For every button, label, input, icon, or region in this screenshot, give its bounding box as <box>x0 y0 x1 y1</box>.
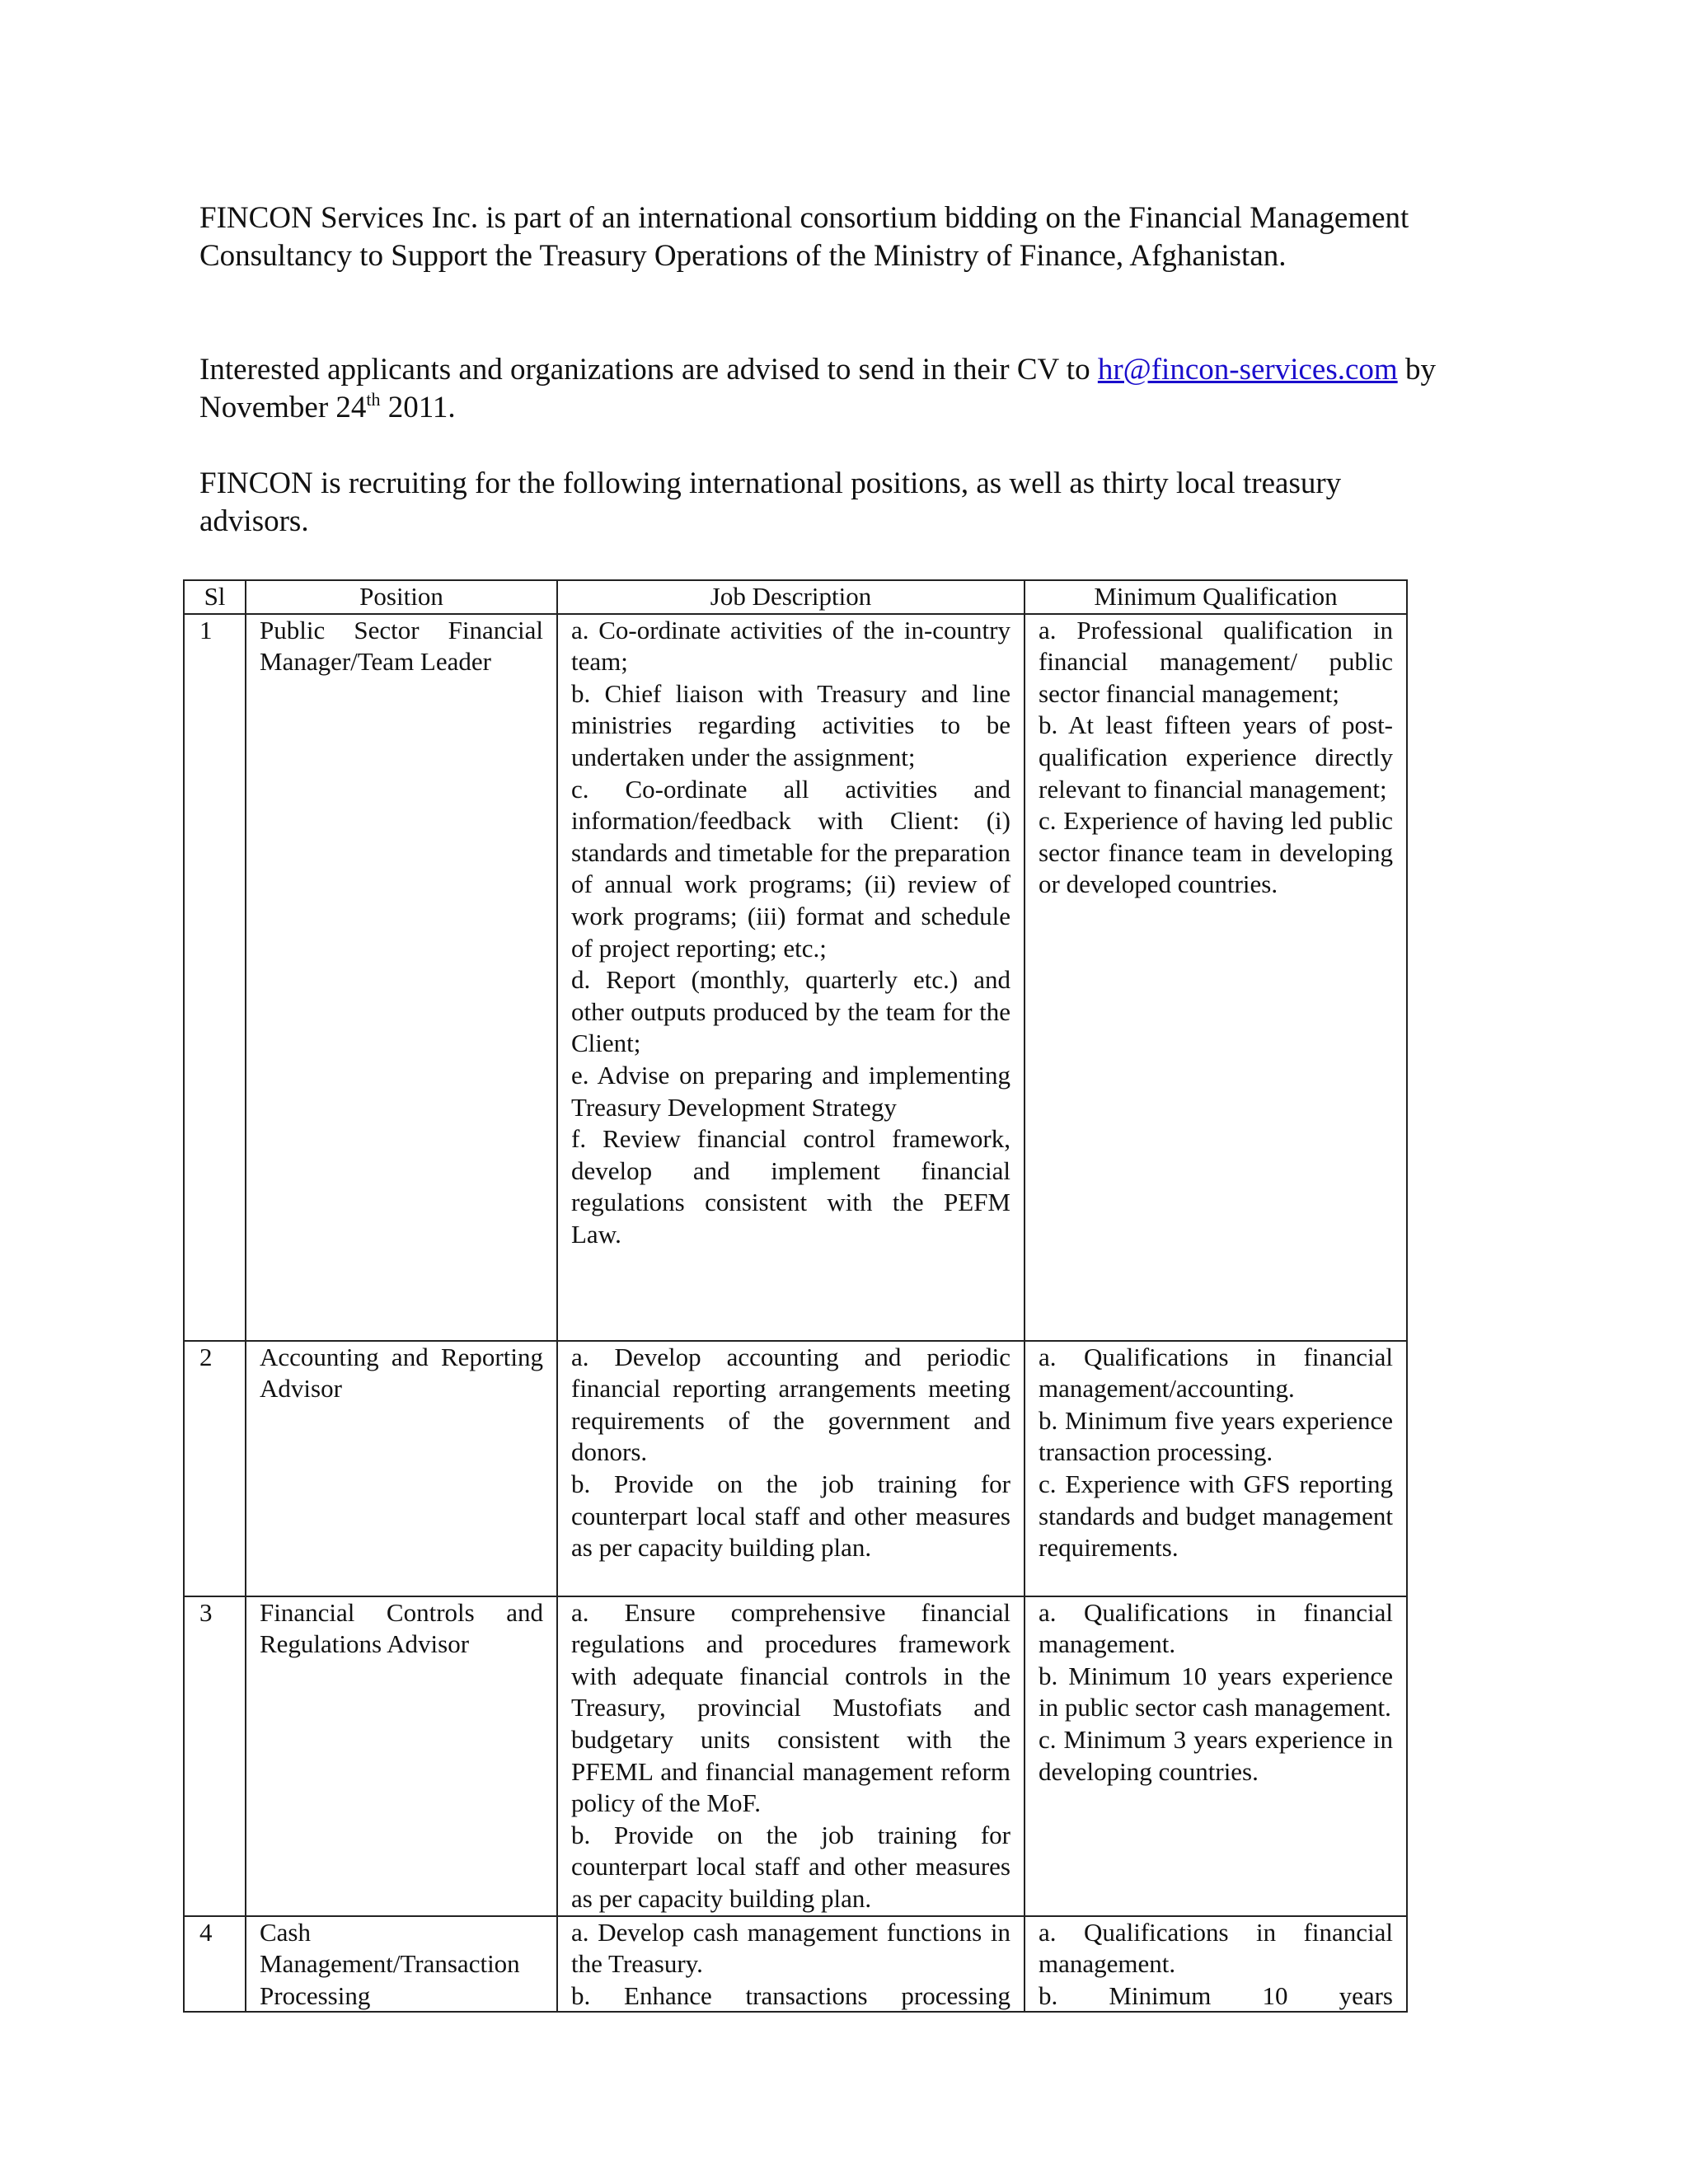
mq-item: c. Experience of having led public sector finance team in developing or developed countries. <box>1039 806 1393 899</box>
jd-item: a. Develop cash management functions in the Treasury. <box>571 1917 1010 1979</box>
jd-item: b. Provide on the job training for counterpart local staff and other measures as per capacity building plan. <box>571 1820 1010 1913</box>
intro-text-1: FINCON Services Inc. is part of an international consortium bidding on the Financial Management Consultancy to Support the Treasury Operations of the Ministry of Finance, Afghanistan. <box>199 201 1409 273</box>
row-4-position-text: Cash Management/Transaction Processing <box>260 1917 520 2010</box>
table-row <box>184 614 1407 1341</box>
intro-text-2-start: Interested applicants and organizations are advised to send in their CV to <box>199 353 1098 387</box>
header-position: Position <box>246 580 557 614</box>
deadline-text: by November 24 <box>199 353 1436 424</box>
jd-item: a. Co-ordinate activities of the in-country team; <box>571 615 1010 677</box>
row-4-sl: 4 <box>184 1916 246 2012</box>
table-row <box>184 1341 1407 1596</box>
mq-item: a. Qualifications in financial management/accounting. <box>1039 1342 1393 1404</box>
jd-item: f. Review financial control framework, develop and implement financial regulations consistent with the PEFM Law. <box>571 1124 1010 1249</box>
row-2-position: Accounting and Reporting Advisor <box>246 1341 557 1596</box>
mq-item: b. Minimum 10 years <box>1039 1980 1393 2010</box>
header-sl: Sl <box>184 580 246 614</box>
row-2-job-description <box>557 1341 1025 1596</box>
row-4-minimum-qualification <box>1025 1916 1407 2012</box>
mq-item: b. Minimum five years experience transaction processing. <box>1039 1405 1393 1467</box>
mq-item: b. At least fifteen years of post-qualification experience directly relevant to financial management; <box>1039 710 1393 804</box>
intro-paragraph-3 <box>199 465 1452 541</box>
jd-item: b. Provide on the job training for counterpart local staff and other measures as per capacity building plan. <box>571 1469 1010 1563</box>
jd-item: d. Report (monthly, quarterly etc.) and other outputs produced by the team for the Client; <box>571 965 1010 1058</box>
email-link[interactable]: hr@fincon-services.com <box>1097 353 1398 387</box>
row-3-sl: 3 <box>184 1596 246 1916</box>
deadline-year: 2011. <box>380 391 456 424</box>
mq-item: a. Qualifications in financial management. <box>1039 1917 1393 1979</box>
mq-item: c. Minimum 3 years experience in developing countries. <box>1039 1724 1393 1786</box>
row-2-sl: 2 <box>184 1341 246 1596</box>
mq-item: a. Professional qualification in financial management/ public sector financial management; <box>1039 615 1393 708</box>
jd-item: a. Develop accounting and periodic financial reporting arrangements meeting requirements of the government and donors. <box>571 1342 1010 1467</box>
row-1-minimum-qualification <box>1025 614 1407 1341</box>
intro-paragraph-2 <box>199 351 1452 427</box>
row-2-minimum-qualification <box>1025 1341 1407 1596</box>
jd-item: c. Co-ordinate all activities and information/feedback with Client: (i) standards and timetable for the preparation of annual work programs; (ii) review of work programs; (iii) format and schedule of project reporting; etc.; <box>571 774 1010 963</box>
jd-item: b. Chief liaison with Treasury and line ministries regarding activities to be undertaken under the assignment; <box>571 678 1010 771</box>
row-4-mq-clip <box>1039 1917 1393 2011</box>
mq-item: a. Qualifications in financial management. <box>1039 1597 1393 1659</box>
jd-item: a. Ensure comprehensive financial regulations and procedures framework with adequate financial controls in the Treasury, provincial Mustofiats and budgetary units consistent with the PFEML and financial management reform policy of the MoF. <box>571 1597 1010 1818</box>
mq-item: c. Experience with GFS reporting standards and budget management requirements. <box>1039 1469 1393 1563</box>
row-1-position: Public Sector Financial Manager/Team Leader <box>246 614 557 1341</box>
table-header-row <box>184 580 1407 614</box>
row-3-job-description <box>557 1596 1025 1916</box>
row-1-job-description <box>557 614 1025 1341</box>
row-4-position <box>246 1916 557 2012</box>
header-job-description: Job Description <box>557 580 1025 614</box>
positions-table <box>183 579 1408 2013</box>
intro-text-2 <box>199 351 1452 427</box>
jd-item: e. Advise on preparing and implementing Treasury Development Strategy <box>571 1060 1010 1122</box>
intro-text-3: FINCON is recruiting for the following international positions, as well as thirty local treasury advisors. <box>199 466 1342 538</box>
row-3-position: Financial Controls and Regulations Advisor <box>246 1596 557 1916</box>
row-4-jd-clip <box>571 1917 1010 2011</box>
table-row <box>184 1916 1407 2012</box>
row-4-job-description <box>557 1916 1025 2012</box>
jd-item: b. Enhance transactions processing <box>571 1980 1010 2010</box>
mq-item: b. Minimum 10 years experience in public sector cash management. <box>1039 1661 1393 1722</box>
deadline-suffix: th <box>366 389 381 410</box>
row-3-minimum-qualification <box>1025 1596 1407 1916</box>
intro-paragraph-1 <box>199 199 1452 275</box>
table-row <box>184 1596 1407 1916</box>
row-1-sl: 1 <box>184 614 246 1341</box>
header-minimum-qualification: Minimum Qualification <box>1025 580 1407 614</box>
